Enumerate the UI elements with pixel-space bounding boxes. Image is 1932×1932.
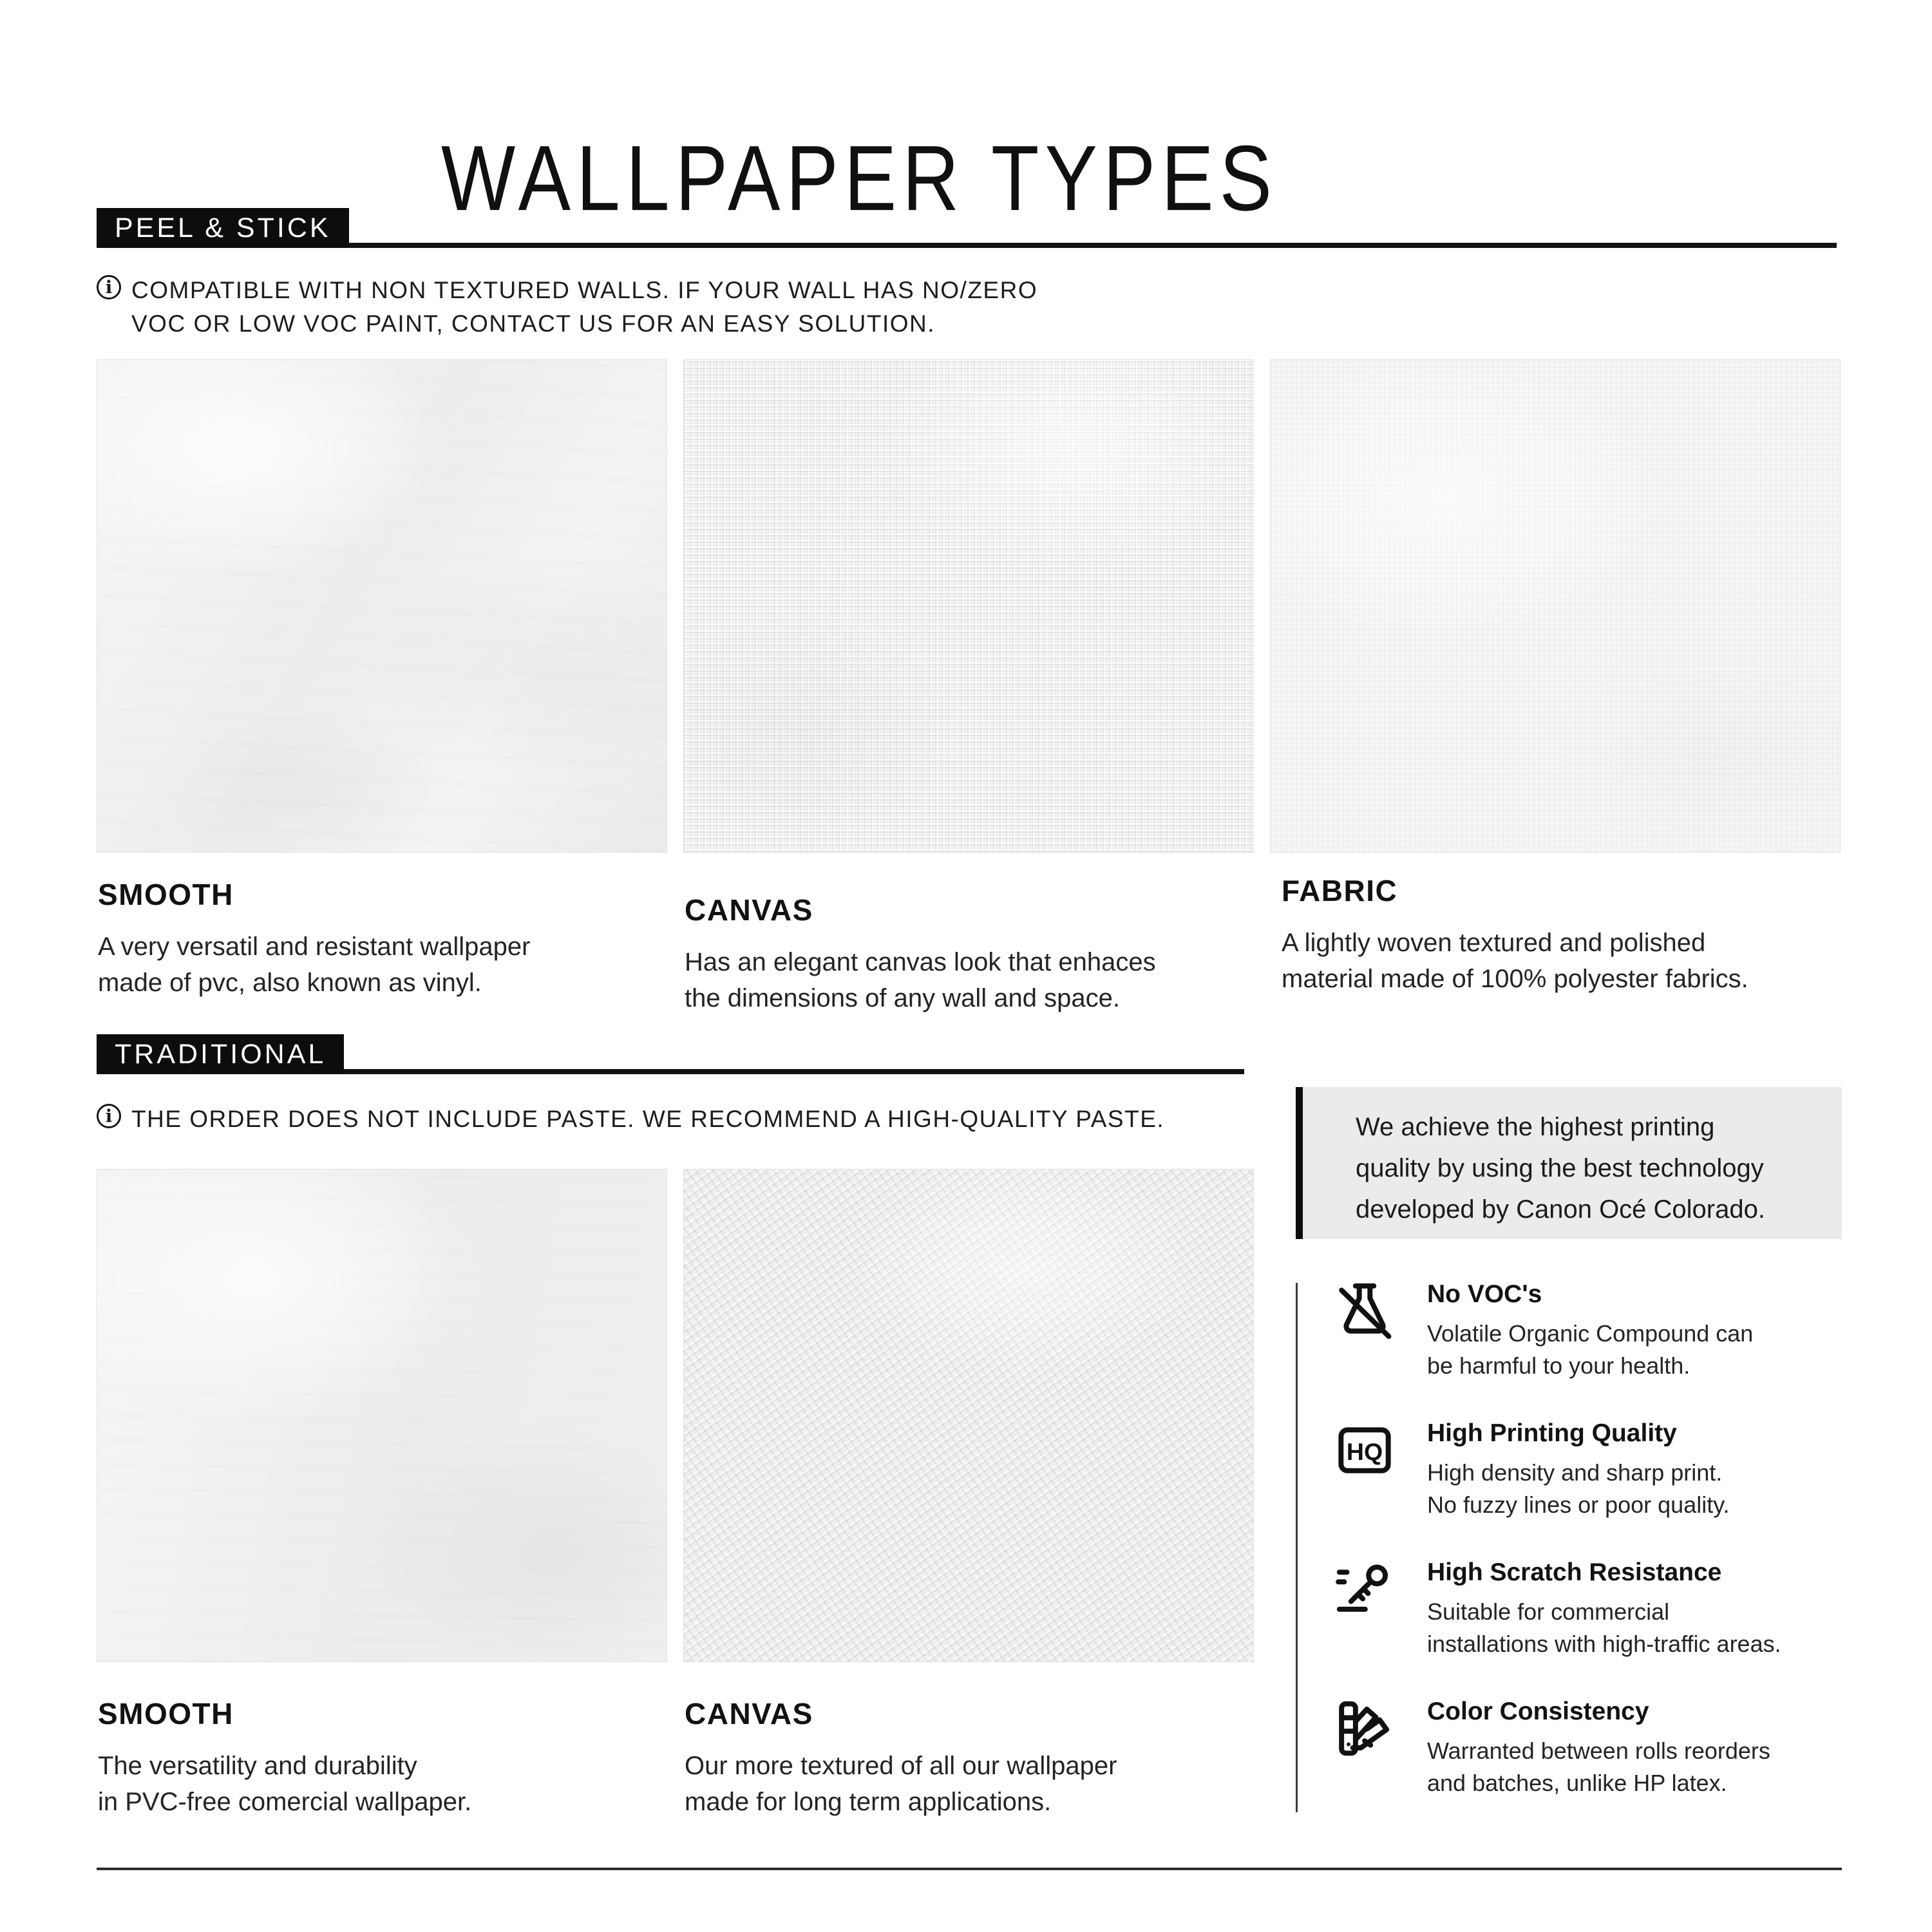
feature-color-consistency <box>1329 1696 1865 1799</box>
feature-title: High Printing Quality <box>1427 1419 1677 1447</box>
feature-description-line: No fuzzy lines or poor quality. <box>1427 1492 1730 1518</box>
feature-title: No VOC's <box>1427 1280 1542 1308</box>
page-title: WALLPAPER TYPES <box>441 126 1278 230</box>
caption-smooth-peel-stick <box>98 877 530 1001</box>
caption-smooth-traditional <box>98 1696 471 1820</box>
feature-description-line: High density and sharp print. <box>1427 1459 1723 1486</box>
quality-panel-line: developed by Canon Océ Colorado. <box>1356 1195 1765 1224</box>
features-vertical-rule <box>1296 1283 1298 1812</box>
feature-title: High Scratch Resistance <box>1427 1558 1722 1586</box>
caption-fabric-peel-stick <box>1282 873 1748 997</box>
peel-stick-note <box>97 274 1037 341</box>
printing-quality-panel <box>1296 1087 1842 1239</box>
flask-crossed-icon <box>1329 1279 1400 1382</box>
info-icon: i <box>97 1104 121 1128</box>
svg-text:HQ: HQ <box>1346 1438 1383 1465</box>
swatch-image-canvas-peel-stick <box>683 359 1254 853</box>
peel-stick-divider-line <box>97 243 1837 248</box>
footer-rule <box>97 1868 1842 1870</box>
quality-panel-line: We achieve the highest printing <box>1356 1113 1715 1141</box>
info-icon: i <box>97 275 121 299</box>
feature-description-line: installations with high-traffic areas. <box>1427 1631 1781 1657</box>
swatch-description-line: material made of 100% polyester fabrics. <box>1282 965 1748 993</box>
feature-high-scratch-resistance <box>1329 1557 1865 1660</box>
caption-canvas-traditional <box>685 1696 1117 1820</box>
traditional-note <box>97 1103 1164 1136</box>
section-label-peel-stick: PEEL & STICK <box>97 208 349 248</box>
swatch-title: CANVAS <box>685 893 813 927</box>
swatch-description-line: A lightly woven textured and polished <box>1282 929 1706 957</box>
note-line: COMPATIBLE WITH NON TEXTURED WALLS. IF YOUR WALL HAS NO/ZERO <box>131 277 1038 303</box>
swatch-description-line: A very versatil and resistant wallpaper <box>98 933 531 961</box>
note-line: VOC OR LOW VOC PAINT, CONTACT US FOR AN EASY SOLUTION. <box>131 310 936 337</box>
swatch-description-line: made of pvc, also known as vinyl. <box>98 969 482 997</box>
hq-badge-icon <box>1329 1418 1400 1521</box>
swatch-description-line: in PVC-free comercial wallpaper. <box>98 1788 472 1816</box>
feature-title: Color Consistency <box>1427 1698 1649 1725</box>
feature-no-voc <box>1329 1279 1865 1382</box>
swatch-description-line: Has an elegant canvas look that enhaces <box>685 948 1156 976</box>
feature-description-line: be harmful to your health. <box>1427 1352 1690 1379</box>
swatch-image-smooth-traditional <box>97 1169 667 1662</box>
section-label-traditional: TRADITIONAL <box>97 1034 344 1074</box>
swatch-description-line: the dimensions of any wall and space. <box>685 984 1120 1012</box>
key-scratch-icon <box>1329 1557 1400 1660</box>
color-swatchbook-icon <box>1329 1696 1400 1799</box>
feature-description-line: Suitable for commercial <box>1427 1598 1670 1625</box>
swatch-image-fabric-peel-stick <box>1270 359 1841 853</box>
swatch-image-smooth-peel-stick <box>97 359 667 853</box>
feature-description-line: Warranted between rolls reorders <box>1427 1738 1770 1764</box>
swatch-image-canvas-traditional <box>683 1169 1254 1662</box>
swatch-title: SMOOTH <box>98 1697 234 1730</box>
swatch-title: SMOOTH <box>98 878 234 911</box>
note-line: THE ORDER DOES NOT INCLUDE PASTE. WE RECOMMEND A HIGH-QUALITY PASTE. <box>131 1106 1165 1132</box>
swatch-description-line: made for long term applications. <box>685 1788 1052 1816</box>
swatch-title: FABRIC <box>1282 874 1398 907</box>
swatch-description-line: The versatility and durability <box>98 1752 417 1780</box>
feature-description-line: and batches, unlike HP latex. <box>1427 1770 1727 1796</box>
caption-canvas-peel-stick <box>685 893 1156 1016</box>
quality-panel-line: quality by using the best technology <box>1356 1154 1764 1182</box>
swatch-title: CANVAS <box>685 1697 813 1730</box>
swatch-description-line: Our more textured of all our wallpaper <box>685 1752 1117 1780</box>
feature-high-printing-quality <box>1329 1418 1865 1521</box>
feature-description-line: Volatile Organic Compound can <box>1427 1320 1754 1347</box>
